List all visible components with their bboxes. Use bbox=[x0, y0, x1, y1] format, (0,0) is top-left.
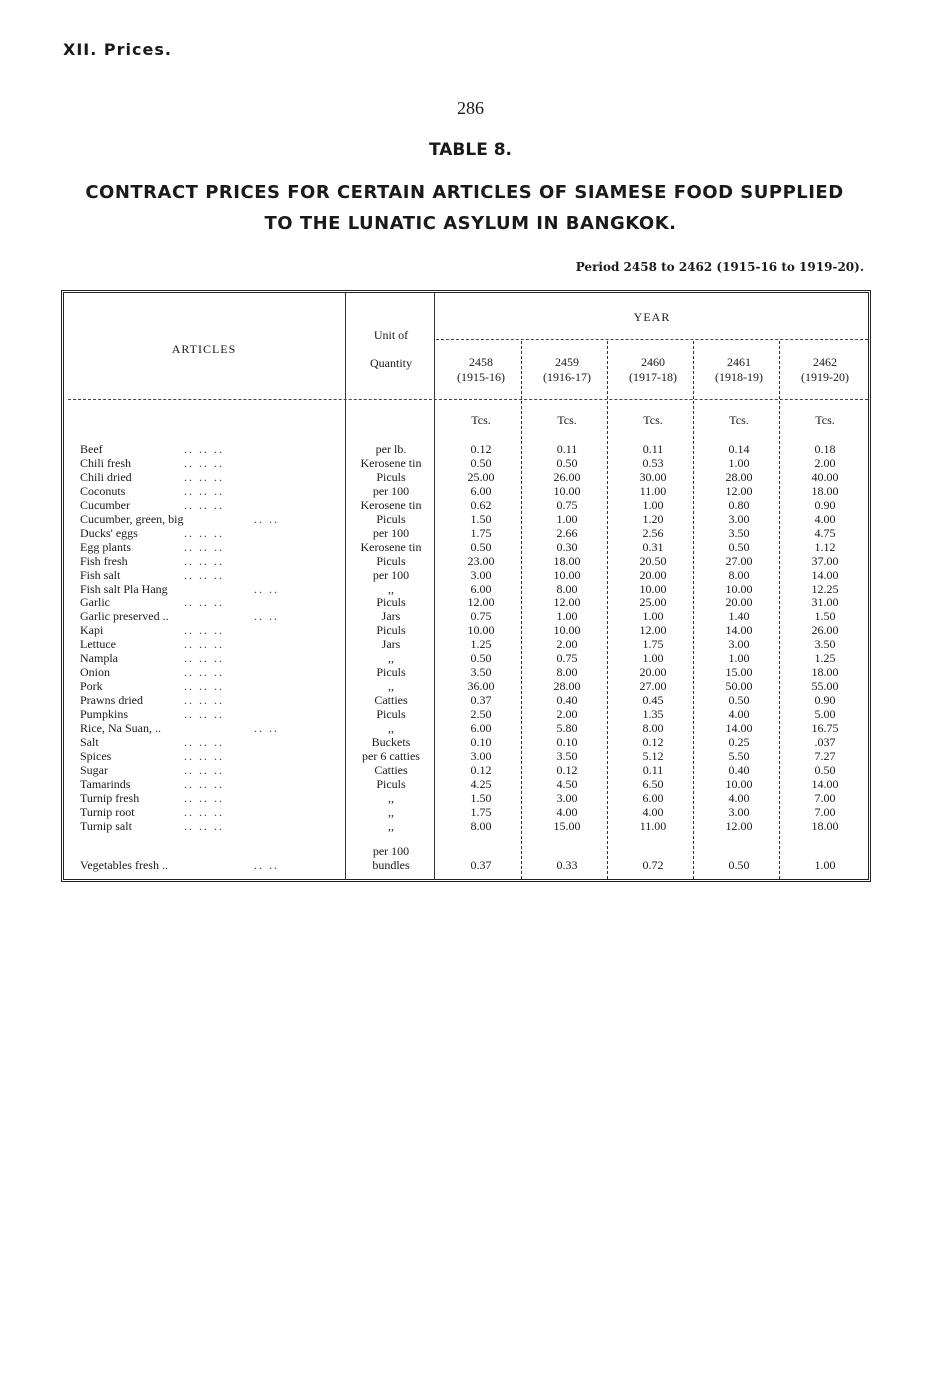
unit-value: Piculs bbox=[376, 623, 406, 638]
price-value: 10.00 bbox=[725, 776, 753, 791]
table-row bbox=[64, 595, 868, 609]
price-value: 1.25 bbox=[814, 651, 836, 666]
unit-value: ,, bbox=[388, 804, 394, 819]
leader-dots: .. .. .. bbox=[184, 525, 224, 540]
price-value: 3.00 bbox=[728, 637, 750, 652]
leader-dots: .. .. .. bbox=[184, 818, 224, 833]
price-value: 40.00 bbox=[811, 469, 839, 484]
year-col-2462 bbox=[782, 355, 868, 385]
table-row bbox=[64, 665, 868, 679]
price-value: 1.00 bbox=[728, 651, 750, 666]
table-row bbox=[64, 470, 868, 484]
article-name: Beef bbox=[80, 442, 103, 456]
price-value: 6.00 bbox=[470, 483, 492, 498]
leader-dots: .. .. .. bbox=[184, 679, 224, 694]
price-value: 8.00 bbox=[556, 581, 578, 596]
price-value: 5.50 bbox=[728, 748, 750, 763]
table-row bbox=[64, 554, 868, 568]
leader-dots: .. .. bbox=[254, 511, 279, 526]
table-row bbox=[64, 707, 868, 721]
article-name: Turnip fresh bbox=[80, 790, 140, 805]
price-value: 10.00 bbox=[467, 623, 495, 638]
unit-value: ,, bbox=[388, 818, 394, 833]
article-name: Ducks' eggs bbox=[80, 525, 138, 540]
price-value: 0.90 bbox=[814, 693, 836, 708]
leader-dots: .. .. .. bbox=[184, 651, 224, 666]
article-name: Turnip root bbox=[80, 804, 135, 819]
price-value: 0.12 bbox=[642, 734, 664, 749]
price-value: 18.00 bbox=[811, 665, 839, 680]
article-name: Chili fresh bbox=[80, 455, 131, 470]
price-value: 0.50 bbox=[728, 539, 750, 554]
unit-value: Piculs bbox=[376, 511, 406, 526]
price-value: 1.40 bbox=[728, 609, 750, 624]
price-value: 10.00 bbox=[553, 623, 581, 638]
price-value: 0.50 bbox=[556, 455, 578, 470]
price-value: 0.33 bbox=[556, 858, 578, 872]
unit-value: Jars bbox=[381, 637, 401, 652]
unit-value: Kerosene tin bbox=[360, 455, 422, 470]
price-value: 20.00 bbox=[639, 567, 667, 582]
price-value: 18.00 bbox=[811, 483, 839, 498]
unit-value: per 100 bbox=[372, 525, 410, 540]
leader-dots: .. .. .. bbox=[184, 790, 224, 805]
price-value: 3.00 bbox=[728, 511, 750, 526]
leader-dots: .. .. .. bbox=[184, 623, 224, 638]
price-value: 12.00 bbox=[467, 595, 495, 610]
unit-value: ,, bbox=[388, 790, 394, 805]
price-value: 31.00 bbox=[811, 595, 839, 610]
price-value: 14.00 bbox=[811, 776, 839, 791]
price-value: 0.40 bbox=[728, 762, 750, 777]
price-value: 6.50 bbox=[642, 776, 664, 791]
price-value: 1.75 bbox=[470, 525, 492, 540]
price-value: 28.00 bbox=[553, 679, 581, 694]
table-row bbox=[64, 456, 868, 470]
article-name: Garlic bbox=[80, 595, 110, 610]
currency-label: Tcs. bbox=[815, 413, 835, 427]
article-name: Lettuce bbox=[80, 637, 116, 652]
leader-dots: .. .. bbox=[254, 581, 279, 596]
price-value: 1.00 bbox=[642, 609, 664, 624]
currency-label: Tcs. bbox=[471, 413, 491, 427]
year-be: 2459 bbox=[555, 355, 579, 369]
price-value: 4.00 bbox=[556, 804, 578, 819]
unit-value: Jars bbox=[381, 609, 401, 624]
table-row bbox=[64, 512, 868, 526]
currency-label: Tcs. bbox=[729, 413, 749, 427]
price-value: 3.00 bbox=[470, 567, 492, 582]
leader-dots: .. .. .. bbox=[184, 539, 224, 554]
price-value: 0.11 bbox=[642, 442, 664, 456]
leader-dots: .. .. bbox=[254, 609, 279, 624]
unit-value: Piculs bbox=[376, 553, 406, 568]
price-value: 27.00 bbox=[725, 553, 753, 568]
price-value: 5.00 bbox=[814, 707, 836, 722]
leader-dots: .. .. .. bbox=[184, 776, 224, 791]
price-value: 0.12 bbox=[470, 442, 492, 456]
price-value: .037 bbox=[814, 734, 836, 749]
price-value: 30.00 bbox=[639, 469, 667, 484]
leader-dots: .. .. .. bbox=[184, 595, 224, 610]
year-col-2458 bbox=[438, 355, 524, 385]
article-name: Garlic preserved .. bbox=[80, 609, 169, 624]
price-value: 7.00 bbox=[814, 804, 836, 819]
table-row bbox=[64, 735, 868, 749]
table-number: TABLE 8. bbox=[428, 140, 513, 160]
table-row bbox=[64, 442, 868, 456]
price-value: 0.37 bbox=[470, 858, 492, 872]
price-value: 2.00 bbox=[556, 637, 578, 652]
price-value: 0.75 bbox=[470, 609, 492, 624]
price-value: 0.50 bbox=[814, 762, 836, 777]
price-value: 55.00 bbox=[811, 679, 839, 694]
price-value: 6.00 bbox=[642, 790, 664, 805]
price-value: 0.50 bbox=[728, 693, 750, 708]
year-ce: (1917-18) bbox=[629, 370, 677, 384]
price-value: 1.75 bbox=[642, 637, 664, 652]
leader-dots: .. .. bbox=[254, 858, 279, 872]
year-be: 2458 bbox=[469, 355, 493, 369]
price-value: 1.00 bbox=[814, 858, 836, 872]
table-row bbox=[64, 763, 868, 777]
price-value: 0.11 bbox=[642, 762, 664, 777]
price-value: 0.50 bbox=[470, 539, 492, 554]
article-name: Onion bbox=[80, 665, 110, 680]
table-row bbox=[64, 582, 868, 596]
price-value: 12.00 bbox=[725, 818, 753, 833]
table-row bbox=[64, 568, 868, 582]
year-be: 2462 bbox=[813, 355, 837, 369]
unit-value: ,, bbox=[388, 721, 394, 735]
unit-header bbox=[346, 327, 436, 371]
price-value: 2.50 bbox=[470, 707, 492, 722]
unit-value: ,, bbox=[388, 651, 394, 666]
price-value: 11.00 bbox=[639, 818, 667, 833]
price-value: 1.35 bbox=[642, 707, 664, 722]
price-value: 15.00 bbox=[725, 665, 753, 680]
price-value: 25.00 bbox=[639, 595, 667, 610]
year-ce: (1915-16) bbox=[457, 370, 505, 384]
price-value: 0.80 bbox=[728, 497, 750, 512]
year-col-2460 bbox=[610, 355, 696, 385]
leader-dots: .. .. .. bbox=[184, 665, 224, 680]
price-value: 4.00 bbox=[728, 790, 750, 805]
unit-value: Piculs bbox=[376, 595, 406, 610]
unit-value: per 100 bbox=[372, 483, 410, 498]
table-row bbox=[64, 609, 868, 623]
price-value: 3.00 bbox=[470, 748, 492, 763]
price-value: 0.75 bbox=[556, 651, 578, 666]
price-value: 7.00 bbox=[814, 790, 836, 805]
price-value: 1.00 bbox=[728, 455, 750, 470]
article-name: Fish fresh bbox=[80, 553, 128, 568]
price-value: 10.00 bbox=[553, 567, 581, 582]
price-value: 3.50 bbox=[728, 525, 750, 540]
price-value: 10.00 bbox=[639, 581, 667, 596]
price-value: 3.00 bbox=[728, 804, 750, 819]
price-value: 1.00 bbox=[556, 511, 578, 526]
article-name: Turnip salt bbox=[80, 818, 132, 833]
leader-dots: .. .. .. bbox=[184, 553, 224, 568]
price-value: 12.00 bbox=[725, 483, 753, 498]
leader-dots: .. .. .. bbox=[184, 762, 224, 777]
leader-dots: .. .. .. bbox=[184, 748, 224, 763]
price-value: 3.50 bbox=[556, 748, 578, 763]
article-name: Cucumber bbox=[80, 497, 130, 512]
header-rule bbox=[68, 399, 868, 400]
article-name: Pumpkins bbox=[80, 707, 129, 722]
table-row bbox=[64, 791, 868, 805]
price-value: 20.00 bbox=[639, 665, 667, 680]
table-row bbox=[64, 721, 868, 735]
table-row bbox=[64, 540, 868, 554]
price-value: 26.00 bbox=[553, 469, 581, 484]
leader-dots: .. .. .. bbox=[184, 707, 224, 722]
price-value: 1.00 bbox=[642, 497, 664, 512]
article-name: Spices bbox=[80, 748, 112, 763]
leader-dots: .. .. .. bbox=[184, 693, 224, 708]
price-value: 1.20 bbox=[642, 511, 664, 526]
price-value: 4.00 bbox=[642, 804, 664, 819]
section-heading: XII. Prices. bbox=[63, 40, 172, 59]
leader-dots: .. .. bbox=[254, 721, 279, 735]
price-value: 1.50 bbox=[470, 511, 492, 526]
unit-value: Piculs bbox=[376, 469, 406, 484]
leader-dots: .. .. .. bbox=[184, 567, 224, 582]
price-value: 4.50 bbox=[556, 776, 578, 791]
unit-value: Kerosene tin bbox=[360, 539, 422, 554]
price-value: 0.18 bbox=[814, 442, 836, 456]
article-name: Fish salt bbox=[80, 567, 121, 582]
price-value: 28.00 bbox=[725, 469, 753, 484]
price-value: 0.53 bbox=[642, 455, 664, 470]
table-row bbox=[64, 637, 868, 651]
table-row bbox=[64, 498, 868, 512]
price-value: 4.25 bbox=[470, 776, 492, 791]
price-value: 1.00 bbox=[556, 609, 578, 624]
price-value: 37.00 bbox=[811, 553, 839, 568]
table-title-line1: CONTRACT PRICES FOR CERTAIN ARTICLES OF SIAMESE FOOD SUPPLIED bbox=[85, 182, 844, 203]
price-value: 0.14 bbox=[728, 442, 750, 456]
year-col-2459 bbox=[524, 355, 610, 385]
unit-value: per lb. bbox=[375, 442, 407, 456]
unit-value: per 6 catties bbox=[362, 748, 420, 763]
price-value: 5.80 bbox=[556, 721, 578, 735]
price-value: 18.00 bbox=[553, 553, 581, 568]
unit-value: Buckets bbox=[371, 734, 411, 749]
price-value: 14.00 bbox=[725, 623, 753, 638]
page-number: 286 bbox=[457, 98, 484, 118]
year-header: YEAR bbox=[633, 310, 671, 324]
price-value: 25.00 bbox=[467, 469, 495, 484]
price-value: 6.00 bbox=[470, 581, 492, 596]
price-value: 27.00 bbox=[639, 679, 667, 694]
price-value: 8.00 bbox=[470, 818, 492, 833]
price-value: 0.75 bbox=[556, 497, 578, 512]
table-row bbox=[64, 484, 868, 498]
currency-label: Tcs. bbox=[643, 413, 663, 427]
price-value: 1.00 bbox=[642, 651, 664, 666]
table-title-line2: TO THE LUNATIC ASYLUM IN BANGKOK. bbox=[264, 213, 677, 234]
unit-value-line1: per 100 bbox=[372, 844, 410, 858]
price-value: 20.50 bbox=[639, 553, 667, 568]
price-value: 0.50 bbox=[728, 858, 750, 872]
price-value: 0.37 bbox=[470, 693, 492, 708]
price-value: 15.00 bbox=[553, 818, 581, 833]
unit-value: Piculs bbox=[376, 665, 406, 680]
price-value: 2.66 bbox=[556, 525, 578, 540]
table-row bbox=[64, 819, 868, 833]
article-name: Vegetables fresh .. bbox=[80, 858, 168, 872]
article-name: Nampla bbox=[80, 651, 118, 666]
article-name: Fish salt Pla Hang bbox=[80, 581, 168, 596]
leader-dots: .. .. .. bbox=[184, 455, 224, 470]
table-row bbox=[64, 858, 868, 872]
table-row bbox=[64, 749, 868, 763]
leader-dots: .. .. .. bbox=[184, 734, 224, 749]
year-ce: (1918-19) bbox=[715, 370, 763, 384]
year-col-2461 bbox=[696, 355, 782, 385]
price-value: 10.00 bbox=[553, 483, 581, 498]
period-caption: Period 2458 to 2462 (1915-16 to 1919-20). bbox=[575, 260, 864, 274]
price-value: 5.12 bbox=[642, 748, 664, 763]
table-row bbox=[64, 693, 868, 707]
price-value: 0.50 bbox=[470, 651, 492, 666]
price-value: 0.10 bbox=[470, 734, 492, 749]
price-value: 4.75 bbox=[814, 525, 836, 540]
unit-header-line2: Quantity bbox=[370, 356, 412, 370]
unit-value: ,, bbox=[388, 679, 394, 694]
price-value: 12.00 bbox=[639, 623, 667, 638]
price-value: 2.00 bbox=[814, 455, 836, 470]
price-value: 8.00 bbox=[728, 567, 750, 582]
unit-value: Piculs bbox=[376, 776, 406, 791]
unit-value: Catties bbox=[374, 693, 408, 708]
article-name: Pork bbox=[80, 679, 103, 694]
article-name: Salt bbox=[80, 734, 99, 749]
year-be: 2461 bbox=[727, 355, 751, 369]
price-value: 7.27 bbox=[814, 748, 836, 763]
article-name: Sugar bbox=[80, 762, 108, 777]
year-be: 2460 bbox=[641, 355, 665, 369]
leader-dots: .. .. .. bbox=[184, 637, 224, 652]
price-table bbox=[61, 290, 871, 882]
unit-value: Kerosene tin bbox=[360, 497, 422, 512]
leader-dots: .. .. .. bbox=[184, 497, 224, 512]
price-value: 8.00 bbox=[642, 721, 664, 735]
articles-header: ARTICLES bbox=[171, 342, 237, 356]
price-value: 0.45 bbox=[642, 693, 664, 708]
table-row bbox=[64, 679, 868, 693]
table-row bbox=[64, 805, 868, 819]
table-row bbox=[64, 651, 868, 665]
price-value: 2.56 bbox=[642, 525, 664, 540]
price-value: 12.00 bbox=[553, 595, 581, 610]
price-value: 36.00 bbox=[467, 679, 495, 694]
price-value: 1.50 bbox=[814, 609, 836, 624]
price-value: 0.11 bbox=[556, 442, 578, 456]
price-value: 14.00 bbox=[811, 567, 839, 582]
leader-dots: .. .. .. bbox=[184, 804, 224, 819]
article-name: Egg plants bbox=[80, 539, 131, 554]
price-value: 6.00 bbox=[470, 721, 492, 735]
price-value: 1.50 bbox=[470, 790, 492, 805]
price-value: 0.10 bbox=[556, 734, 578, 749]
price-value: 12.25 bbox=[811, 581, 839, 596]
price-value: 18.00 bbox=[811, 818, 839, 833]
year-ce: (1919-20) bbox=[801, 370, 849, 384]
leader-dots: .. .. .. bbox=[184, 469, 224, 484]
price-value: 3.50 bbox=[470, 665, 492, 680]
price-value: 1.25 bbox=[470, 637, 492, 652]
unit-value: bundles bbox=[372, 858, 410, 872]
price-value: 0.31 bbox=[642, 539, 664, 554]
article-name: Tamarinds bbox=[80, 776, 131, 791]
price-value: 0.90 bbox=[814, 497, 836, 512]
currency-label: Tcs. bbox=[557, 413, 577, 427]
unit-header-line1: Unit of bbox=[373, 328, 409, 342]
leader-dots: .. .. .. bbox=[184, 483, 224, 498]
year-ce: (1916-17) bbox=[543, 370, 591, 384]
price-value: 3.00 bbox=[556, 790, 578, 805]
price-value: 0.12 bbox=[470, 762, 492, 777]
article-name: Prawns dried bbox=[80, 693, 143, 708]
price-value: 0.62 bbox=[470, 497, 492, 512]
price-value: 0.40 bbox=[556, 693, 578, 708]
price-value: 4.00 bbox=[728, 707, 750, 722]
price-value: 1.75 bbox=[470, 804, 492, 819]
table-row bbox=[64, 623, 868, 637]
table-row bbox=[64, 526, 868, 540]
article-name: Chili dried bbox=[80, 469, 132, 484]
price-value: 0.30 bbox=[556, 539, 578, 554]
unit-value: Piculs bbox=[376, 707, 406, 722]
unit-value: ,, bbox=[388, 581, 394, 596]
price-value: 0.25 bbox=[728, 734, 750, 749]
price-value: 2.00 bbox=[556, 707, 578, 722]
price-value: 0.72 bbox=[642, 858, 664, 872]
price-value: 23.00 bbox=[467, 553, 495, 568]
price-value: 0.12 bbox=[556, 762, 578, 777]
price-value: 11.00 bbox=[639, 483, 667, 498]
unit-value: Catties bbox=[374, 762, 408, 777]
price-value: 0.50 bbox=[470, 455, 492, 470]
article-name: Rice, Na Suan, .. bbox=[80, 721, 161, 735]
price-value: 4.00 bbox=[814, 511, 836, 526]
article-name: Cucumber, green, big bbox=[80, 511, 184, 526]
price-value: 1.12 bbox=[814, 539, 836, 554]
price-value: 10.00 bbox=[725, 581, 753, 596]
table-row bbox=[64, 777, 868, 791]
price-value: 26.00 bbox=[811, 623, 839, 638]
price-value: 8.00 bbox=[556, 665, 578, 680]
article-name: Coconuts bbox=[80, 483, 126, 498]
price-value: 14.00 bbox=[725, 721, 753, 735]
leader-dots: .. .. .. bbox=[184, 442, 224, 456]
price-value: 20.00 bbox=[725, 595, 753, 610]
unit-value: per 100 bbox=[372, 567, 410, 582]
article-name: Kapi bbox=[80, 623, 104, 638]
price-value: 3.50 bbox=[814, 637, 836, 652]
price-value: 16.75 bbox=[811, 721, 839, 735]
header-rule bbox=[436, 339, 868, 340]
price-value: 50.00 bbox=[725, 679, 753, 694]
